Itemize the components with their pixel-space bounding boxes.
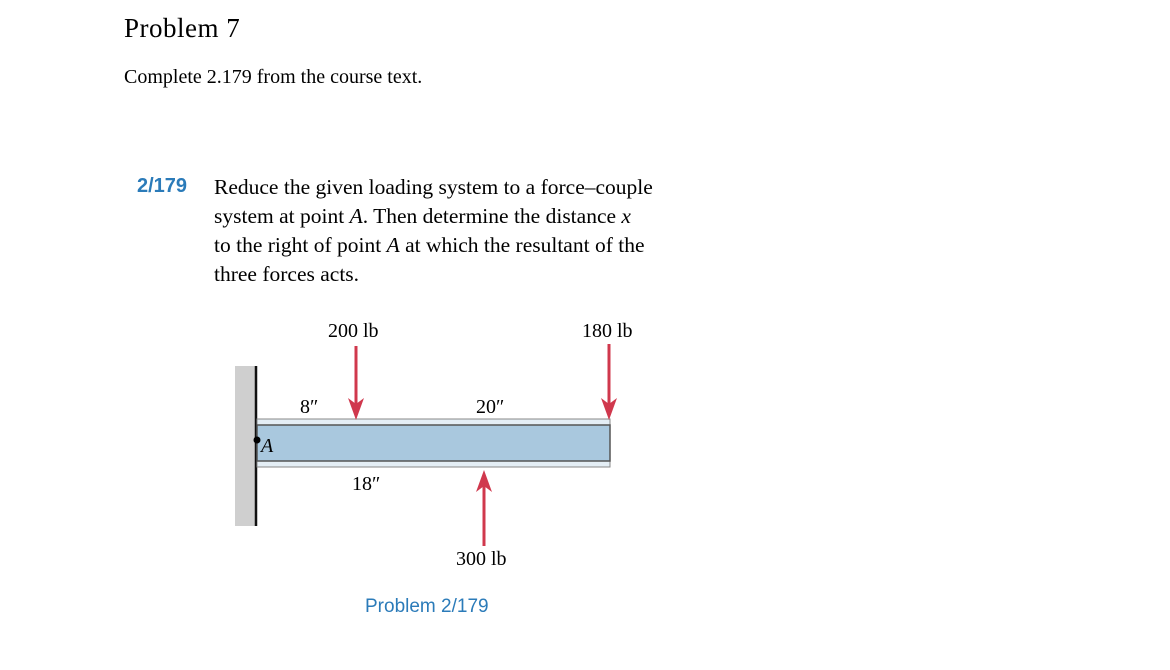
- load-180-label: 180 lb: [582, 320, 633, 342]
- statement-line-1: Reduce the given loading system to a force–couple: [214, 175, 653, 199]
- load-300-label: 300 lb: [456, 548, 507, 570]
- wall-hatch: [235, 366, 256, 526]
- dim-18-label: 18″: [352, 473, 381, 495]
- intro-text: Complete 2.179 from the course text.: [124, 66, 423, 88]
- page-heading: Problem 7: [124, 13, 241, 43]
- beam-body: [257, 425, 610, 461]
- statement-line-4: three forces acts.: [214, 262, 360, 286]
- figure-caption: Problem 2/179: [365, 596, 489, 617]
- point-a-label: A: [261, 435, 274, 457]
- dim-8-label: 8″: [300, 396, 319, 418]
- point-a-dot: [254, 437, 261, 444]
- statement-line-3: to the right of point A at which the resultant of the: [214, 233, 645, 257]
- problem-number: 2/179: [137, 175, 188, 197]
- statement-line-2: system at point A. Then determine the distance x: [214, 204, 631, 228]
- dim-20-label: 20″: [476, 396, 505, 418]
- load-200-label: 200 lb: [328, 320, 379, 342]
